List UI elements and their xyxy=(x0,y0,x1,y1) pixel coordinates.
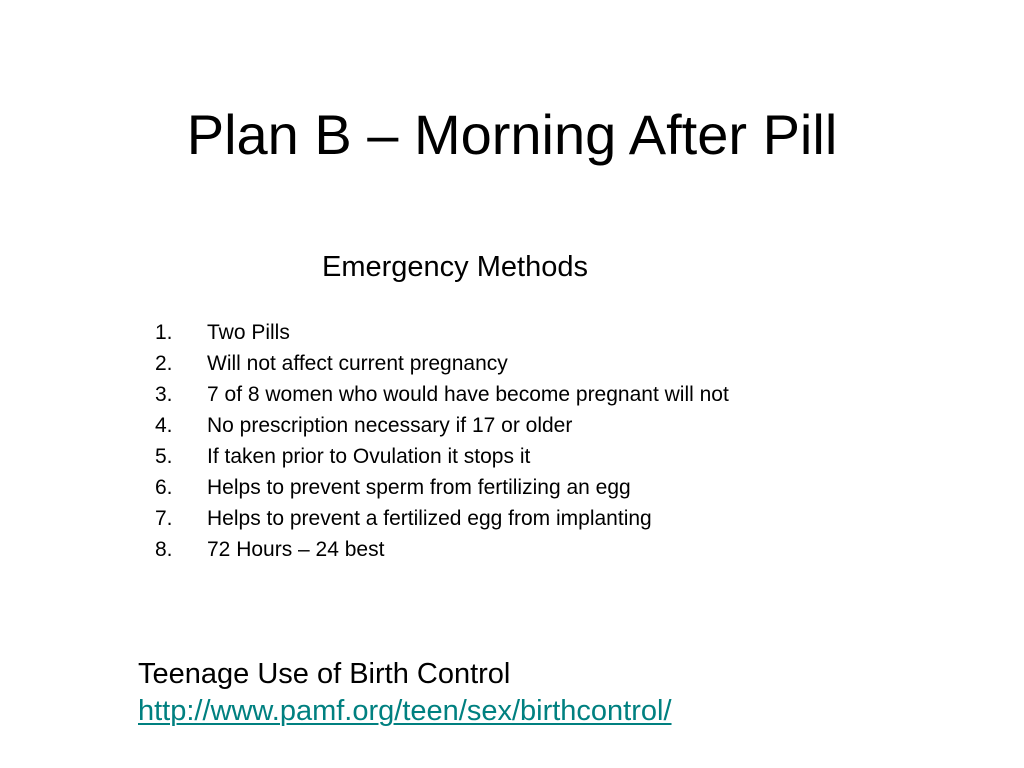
list-item-text: 7 of 8 women who would have become pregnant will not xyxy=(207,383,729,406)
list-item-text: 72 Hours – 24 best xyxy=(207,538,385,561)
list-item-number: 3. xyxy=(155,383,173,406)
slide-title: Plan B – Morning After Pill xyxy=(186,103,838,166)
footer-text: Teenage Use of Birth Control xyxy=(138,658,511,690)
list-item-number: 7. xyxy=(155,507,173,530)
list-item-text: Helps to prevent a fertilized egg from implanting xyxy=(207,507,652,530)
footer xyxy=(138,656,672,730)
list-item-text: Two Pills xyxy=(207,321,290,344)
birth-control-link[interactable]: http://www.pamf.org/teen/sex/birthcontrol/ xyxy=(138,695,672,727)
list-item-number: 2. xyxy=(155,352,173,375)
list-item-text: Helps to prevent sperm from fertilizing an egg xyxy=(207,476,631,499)
list-item-number: 8. xyxy=(155,538,173,561)
list-item-number: 4. xyxy=(155,414,173,437)
list-item-number: 1. xyxy=(155,321,173,344)
list-item-text: Will not affect current pregnancy xyxy=(207,352,508,375)
list-item-number: 5. xyxy=(155,445,173,468)
list-item-number: 6. xyxy=(155,476,173,499)
list-item-text: No prescription necessary if 17 or older xyxy=(207,414,573,437)
list-item-text: If taken prior to Ovulation it stops it xyxy=(207,445,531,468)
slide-subtitle: Emergency Methods xyxy=(322,251,588,283)
